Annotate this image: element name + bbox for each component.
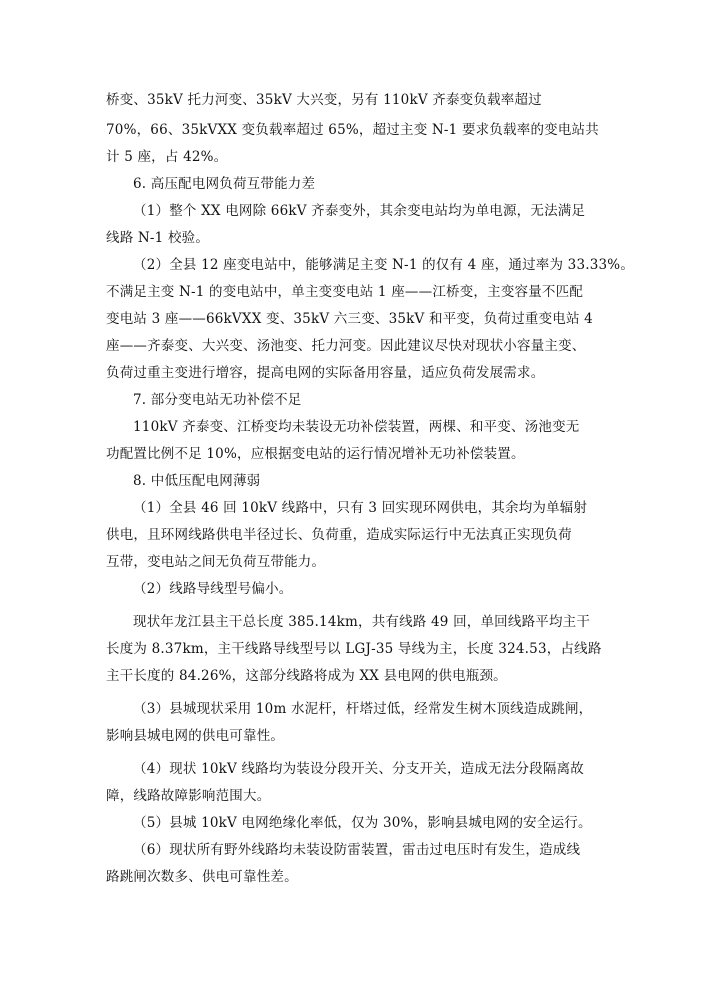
text-line: 70%，66、35kVXX 变负载率超过 65%，超过主变 N-1 要求负载率的变电站共 [106,122,599,138]
text-line: （6）现状所有野外线路均未装设防雷装置，雷击过电压时有发生，造成线 [133,842,581,858]
text-line: （1）全县 46 回 10kV 线路中，只有 3 回实现环网供电，其余均为单辐射 [133,500,588,516]
text-line: 变电站 3 座——66kVXX 变、35kV 六三变、35kV 和平变，负荷过重变电站 4 [106,311,593,327]
text-line: 供电，且环网线路供电半径过长、负荷重，造成实际运行中无法真正实现负荷 [106,527,572,543]
text-line: 不满足主变 N-1 的变电站中，单主变变电站 1 座——江桥变，主变容量不匹配 [106,284,584,300]
section-heading: 6. 高压配电网负荷互带能力差 [133,176,316,192]
text-line: 现状年龙江县主干总长度 385.14km，共有线路 49 回，单回线路平均主干 [133,614,591,630]
text-line: 路跳闸次数多、供电可靠性差。 [106,869,298,885]
text-line: 线路 N-1 校验。 [106,230,210,246]
text-line: 障，线路故障影响范围大。 [106,788,271,804]
text-line: 座——齐泰变、大兴变、汤池变、托力河变。因此建议尽快对现状小容量主变、 [106,338,586,354]
text-line: 负荷过重主变进行增容，提高电网的实际备用容量，适应负荷发展需求。 [106,365,545,381]
text-line: 互带，变电站之间无负荷互带能力。 [106,554,326,570]
text-line: 影响县城电网的供电可靠性。 [106,728,285,744]
text-line: 110kV 齐泰变、江桥变均未装设无功补偿装置，两棵、和平变、汤池变无 [133,419,580,435]
text-line: 计 5 座，占 42%。 [106,149,228,165]
text-line: 桥变、35kV 托力河变、35kV 大兴变，另有 110kV 齐泰变负载率超过 [106,92,542,108]
text-line: （4）现状 10kV 线路均为装设分段开关、分支开关，造成无法分段隔离故 [133,761,584,777]
text-line: （2）线路导线型号偏小。 [133,581,293,597]
text-line: 功配置比例不足 10%，应根据变电站的运行情况增补无功补偿装置。 [106,446,525,462]
text-line: （1）整个 XX 电网除 66kV 齐泰变外，其余变电站均为单电源，无法满足 [133,203,586,219]
section-heading: 7. 部分变电站无功补偿不足 [133,392,302,408]
text-line: 主干长度的 84.26%，这部分线路将成为 XX 县电网的供电瓶颈。 [106,668,507,684]
section-heading: 8. 中低压配电网薄弱 [133,473,261,489]
text-line: （3）县城现状采用 10m 水泥杆，杆塔过低，经常发生树木顶线造成跳闸， [133,701,593,717]
text-line: （5）县城 10kV 电网绝缘化率低，仅为 30%，影响县城电网的安全运行。 [133,815,592,831]
text-line: （2）全县 12 座变电站中，能够满足主变 N-1 的仅有 4 座，通过率为 33.33%。 [133,257,635,273]
text-line: 长度为 8.37km，主干线路导线型号以 LGJ-35 导线为主，长度 324.53，占线路 [106,641,602,657]
